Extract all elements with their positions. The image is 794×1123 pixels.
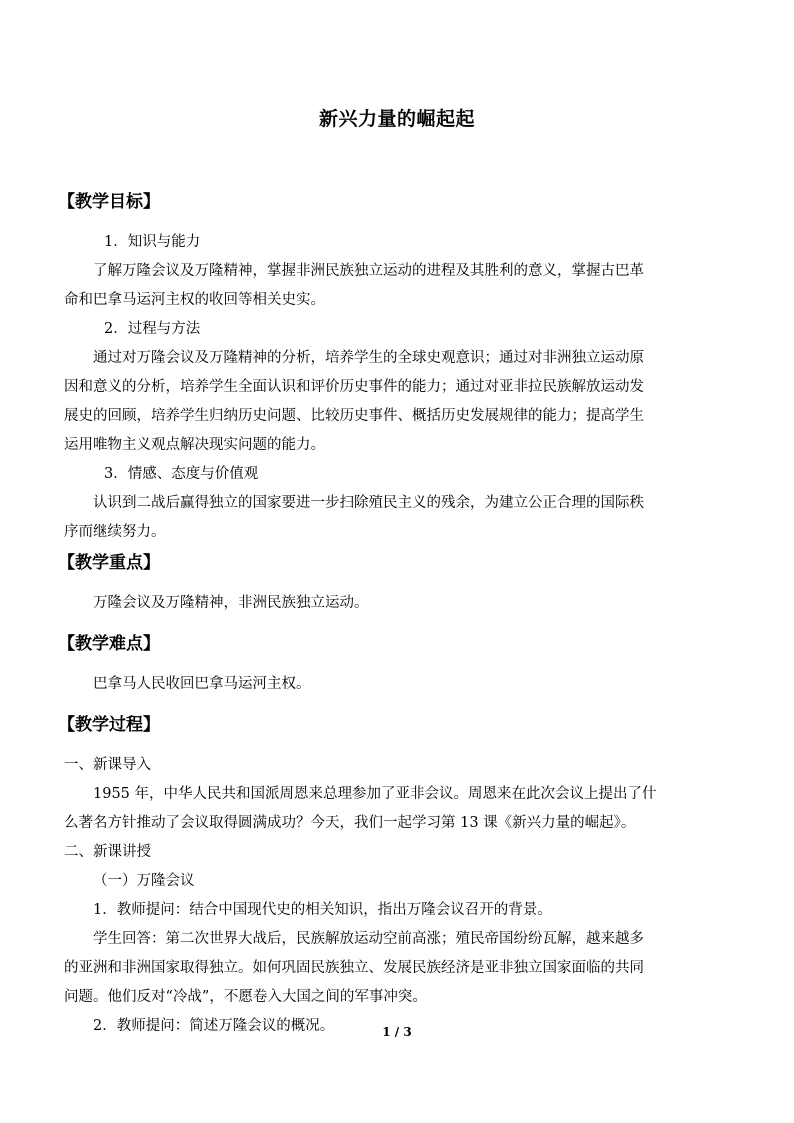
process-part-1-text: 1955 年，中华人民共和国派周恩来总理参加了亚非会议。周恩来在此次会议上提出了什 [93, 786, 657, 802]
goal-item-2-text-cont-2: 展史的回顾，培养学生归纳历史问题、比较历史事件、概括历史发展规律的能力；提高学生 [64, 408, 644, 424]
process-part-2-title: 二、新课讲授 [64, 844, 151, 860]
process-sub-1-title: （一）万隆会议 [93, 873, 195, 889]
goal-item-3-text-cont: 序而继续努力。 [64, 524, 166, 540]
section-heading-goals: 【教学目标】 [58, 192, 160, 212]
goal-item-1-text-cont: 命和巴拿马运河主权的收回等相关史实。 [64, 292, 325, 308]
difficulties-text: 巴拿马人民收回巴拿马运河主权。 [93, 676, 311, 692]
goal-item-1-text: 了解万隆会议及万隆精神，掌握非洲民族独立运动的进程及其胜利的意义，掌握古巴革 [93, 263, 644, 279]
section-heading-key-points: 【教学重点】 [58, 553, 160, 573]
student-answer-1-cont-1: 的亚洲和非洲国家取得独立。如何巩固民族独立、发展民族经济是亚非独立国家面临的共同 [64, 960, 644, 976]
student-answer-1-cont-2: 问题。他们反对“冷战”，不愿卷入大国之间的军事冲突。 [64, 989, 427, 1005]
process-part-1-title: 一、新课导入 [64, 757, 151, 773]
goal-item-2-title: 2．过程与方法 [104, 321, 201, 337]
section-heading-difficulties: 【教学难点】 [58, 634, 160, 654]
goal-item-2-text: 通过对万隆会议及万隆精神的分析，培养学生的全球史观意识；通过对非洲独立运动原 [93, 350, 644, 366]
page-number: 1 / 3 [382, 1025, 412, 1039]
section-heading-process: 【教学过程】 [58, 715, 160, 735]
process-part-1-text-cont: 么著名方针推动了会议取得圆满成功？今天，我们一起学习第 13 课《新兴力量的崛起》。 [64, 815, 636, 831]
document-title: 新兴力量的崛起起 [318, 108, 475, 130]
goal-item-1-title: 1．知识与能力 [104, 234, 201, 250]
key-points-text: 万隆会议及万隆精神，非洲民族独立运动。 [93, 595, 369, 611]
goal-item-3-title: 3．情感、态度与价值观 [104, 466, 259, 482]
goal-item-2-text-cont-1: 因和意义的分析，培养学生全面认识和评价历史事件的能力；通过对亚非拉民族解放运动发 [64, 379, 644, 395]
student-answer-1: 学生回答：第二次世界大战后，民族解放运动空前高涨；殖民帝国纷纷瓦解，越来越多 [93, 931, 644, 947]
goal-item-3-text: 认识到二战后赢得独立的国家要进一步扫除殖民主义的残余，为建立公正合理的国际秩 [93, 495, 644, 511]
goal-item-2-text-cont-3: 运用唯物主义观点解决现实问题的能力。 [64, 437, 325, 453]
teacher-question-2: 2．教师提问：简述万隆会议的概况。 [93, 1018, 335, 1034]
document-body [58, 186, 734, 1041]
teacher-question-1: 1．教师提问：结合中国现代史的相关知识，指出万隆会议召开的背景。 [93, 902, 552, 918]
